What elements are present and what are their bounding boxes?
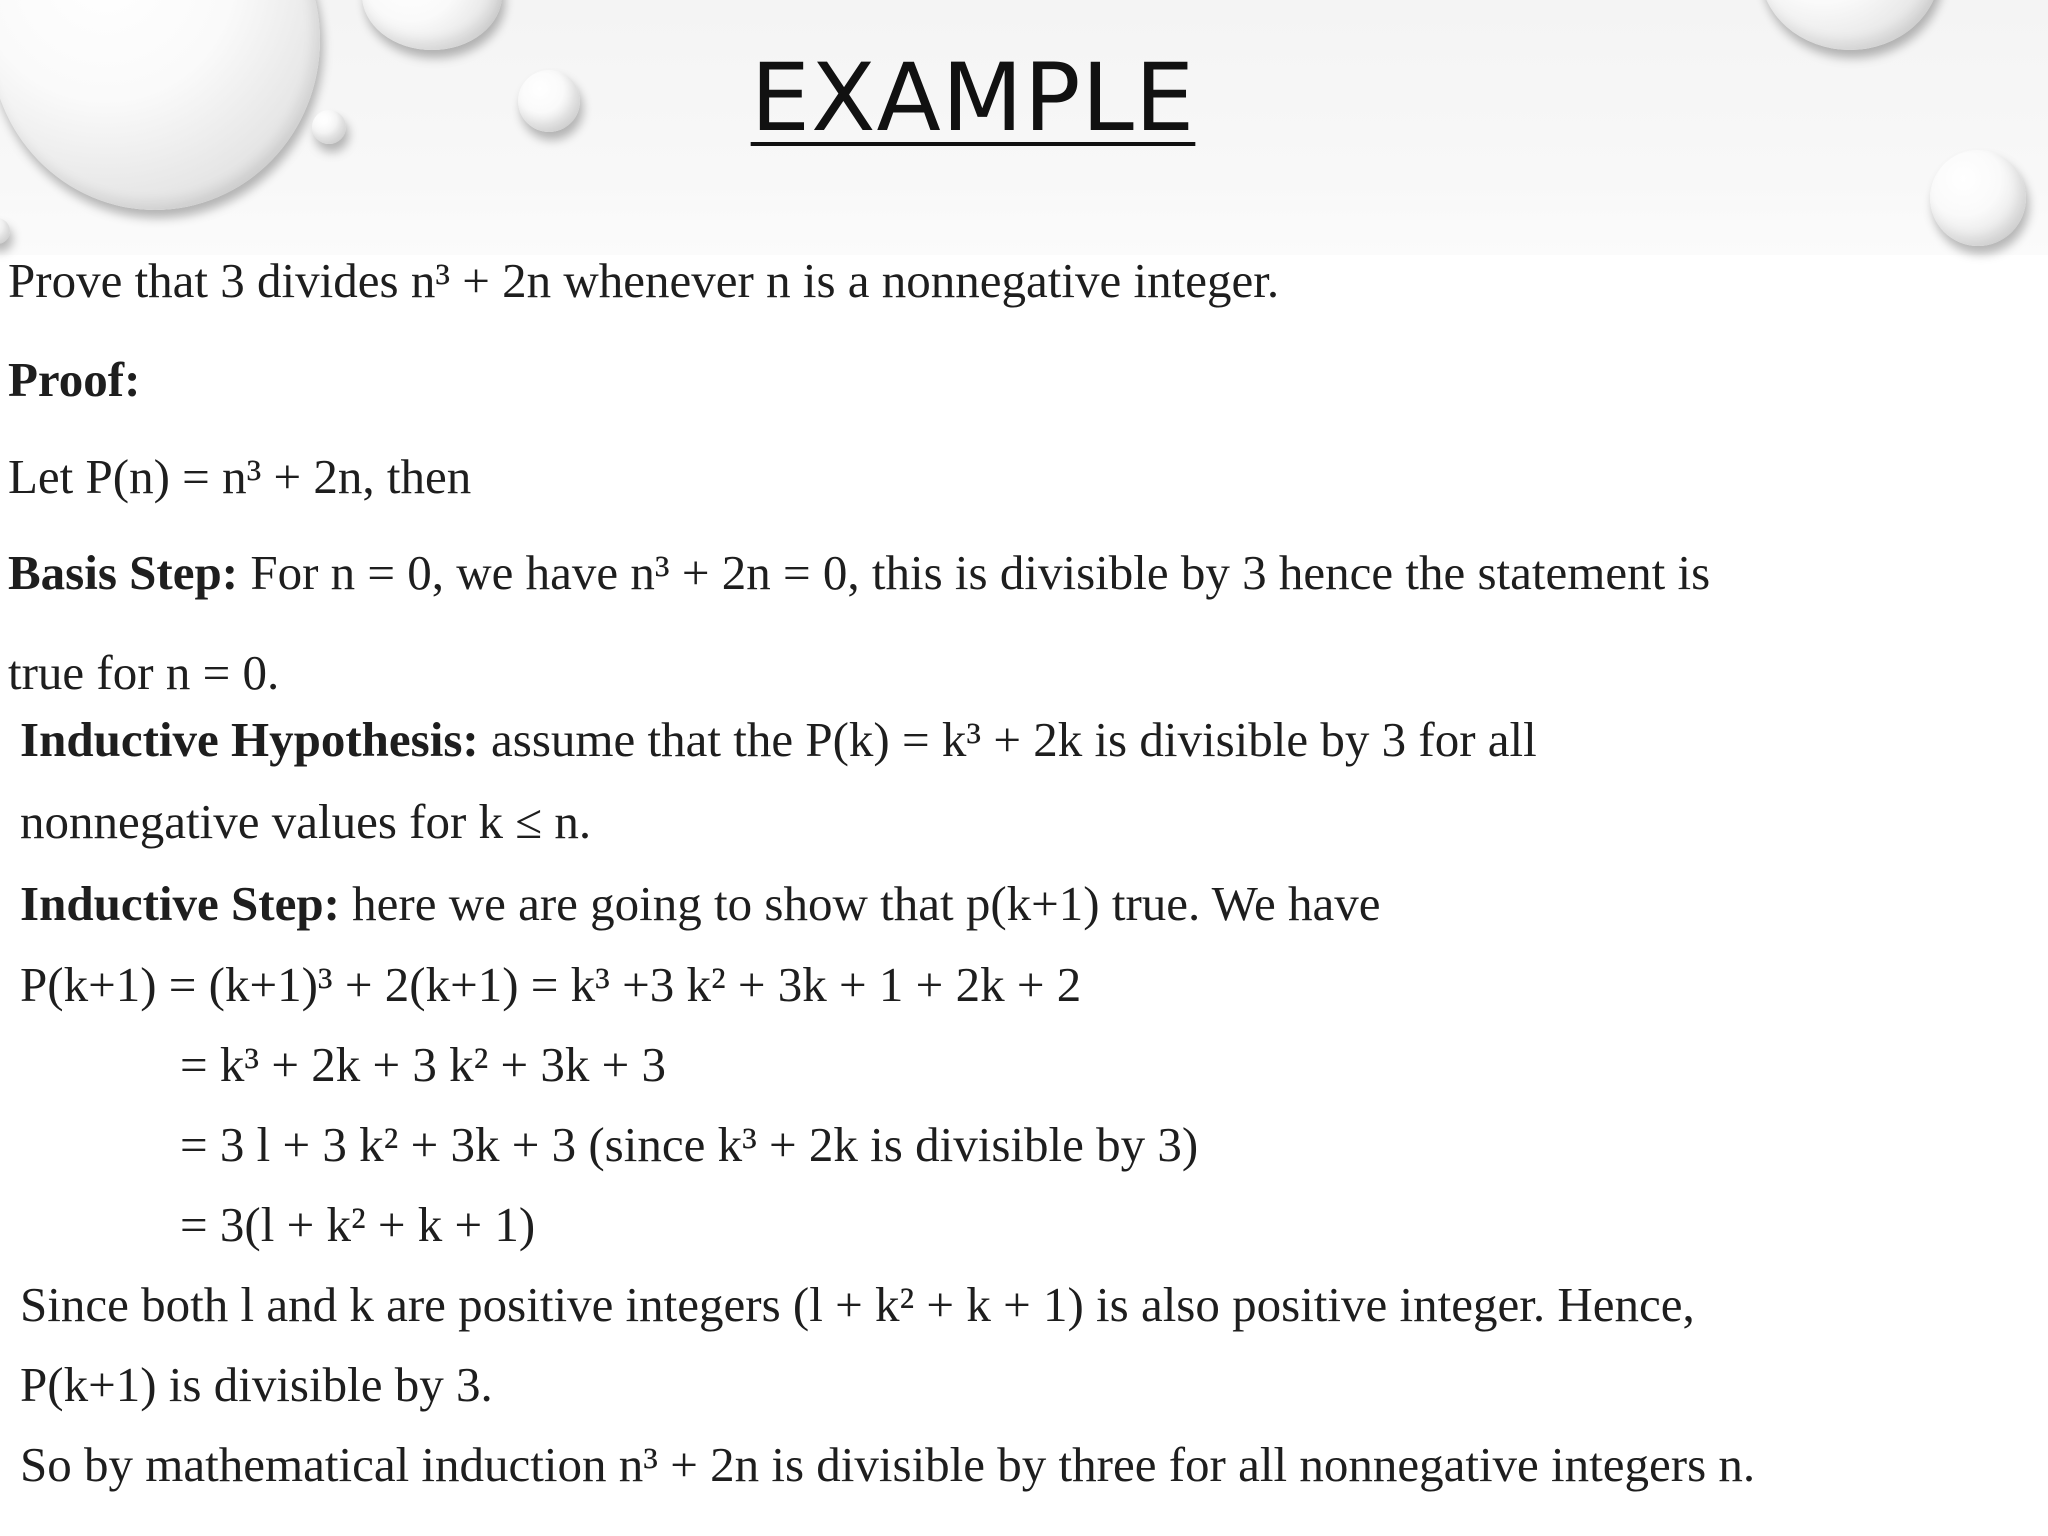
basis-step-continued: true for n = 0. [8,645,280,700]
since-statement: Since both l and k are positive integers (l + k² + k + 1) is also positive integer. Hence, [20,1277,1695,1332]
inductive-step-label: Inductive Step: [20,876,340,931]
equation-line: P(k+1) = (k+1)³ + 2(k+1) = k³ +3 k² + 3k + 1 + 2k + 2 [20,957,1082,1012]
inductive-hypothesis [20,710,1537,770]
inductive-step [20,874,1380,934]
basis-step-text: For n = 0, we have n³ + 2n = 0, this is divisible by 3 hence the statement is [238,545,1711,600]
basis-step [8,543,1710,603]
basis-step-label: Basis Step: [8,545,239,600]
inductive-hypothesis-continued: nonnegative values for k ≤ n. [20,794,592,849]
proof-label: Proof: [8,352,141,407]
equation-line: = k³ + 2k + 3 k² + 3k + 3 [180,1037,667,1092]
problem-statement: Prove that 3 divides n³ + 2n whenever n is a nonnegative integer. [8,253,1280,308]
inductive-step-text: here we are going to show that p(k+1) true. We have [339,876,1381,931]
equation-line: = 3 l + 3 k² + 3k + 3 (since k³ + 2k is divisible by 3) [180,1117,1199,1172]
conclusion: So by mathematical induction n³ + 2n is divisible by three for all nonnegative integers n. [20,1437,1756,1492]
slide-title: EXAMPLE [750,44,1196,153]
inductive-hypothesis-label: Inductive Hypothesis: [20,712,479,767]
let-definition: Let P(n) = n³ + 2n, then [8,449,472,504]
equation-line: = 3(l + k² + k + 1) [180,1197,536,1252]
inductive-hypothesis-text: assume that the P(k) = k³ + 2k is divisible by 3 for all [478,712,1537,767]
since-statement-continued: P(k+1) is divisible by 3. [20,1357,493,1412]
water-drop-decoration [1930,150,2026,246]
